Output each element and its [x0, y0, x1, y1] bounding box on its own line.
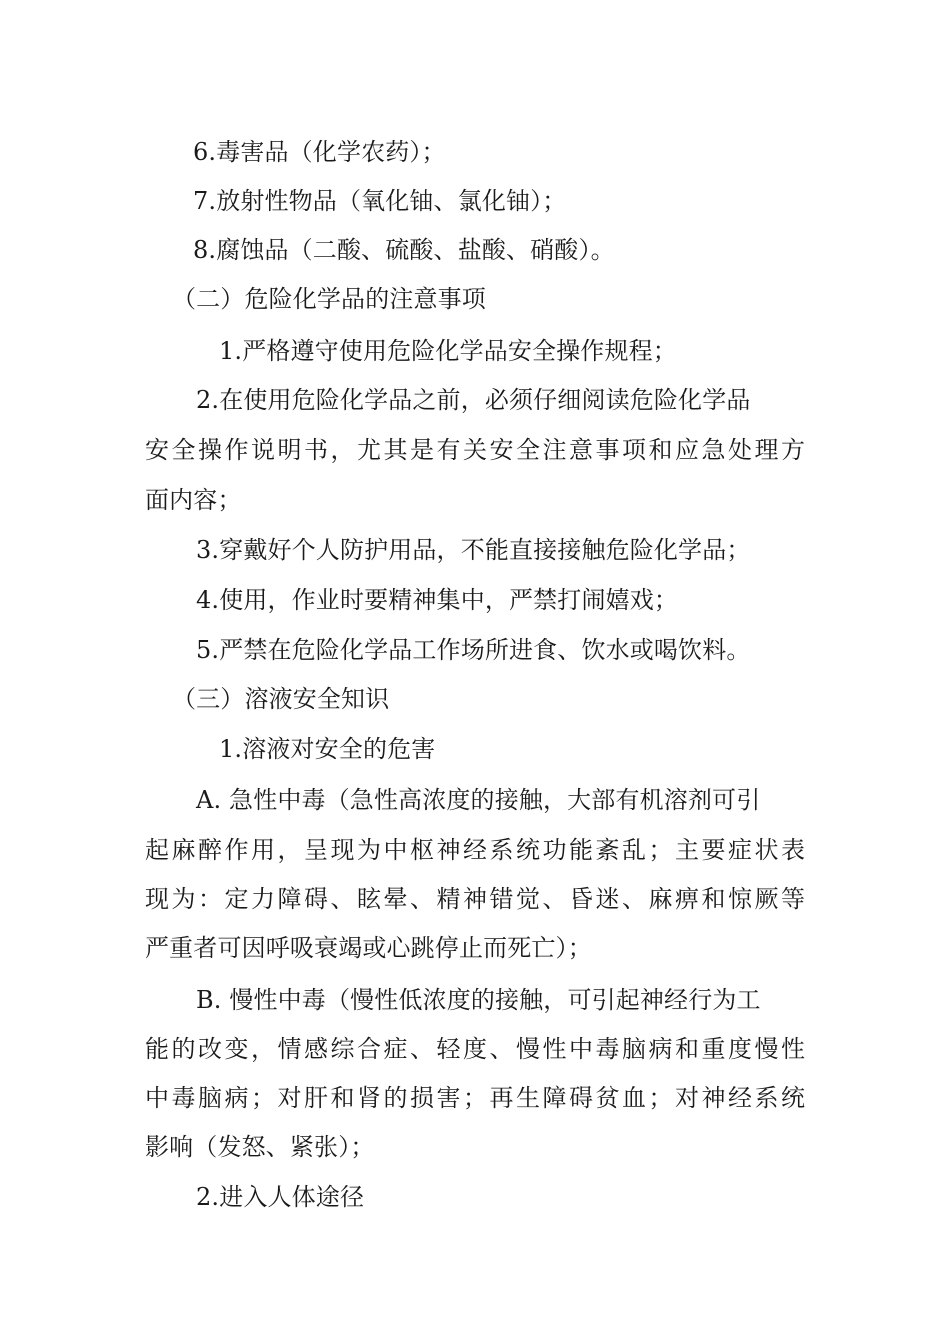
- paragraph-line: A. 急性中毒（急性高浓度的接触，大部有机溶剂可引: [196, 786, 761, 814]
- section-heading-solvents: （三）溶液安全知识: [172, 685, 390, 713]
- paragraph-line: 现为：定力障碍、眩晕、精神错觉、昏迷、麻痹和惊厥等: [145, 885, 805, 913]
- subheading-entry-routes: 2.进入人体途径: [196, 1183, 365, 1211]
- paragraph-line: 严重者可因呼吸衰竭或心跳停止而死亡）；: [145, 934, 592, 962]
- paragraph-line: 3.穿戴好个人防护用品，不能直接接触危险化学品；: [196, 536, 751, 564]
- paragraph-line: 2.在使用危险化学品之前，必须仔细阅读危险化学品: [196, 386, 751, 414]
- list-item-toxic: 6.毒害品（化学农药）；: [193, 138, 446, 166]
- section-heading-precautions: （二）危险化学品的注意事项: [172, 285, 486, 313]
- subheading-hazards: 1.溶液对安全的危害: [219, 735, 436, 763]
- paragraph-line: 起麻醉作用，呈现为中枢神经系统功能紊乱；主要症状表: [145, 836, 805, 864]
- paragraph-line: B. 慢性中毒（慢性低浓度的接触，可引起神经行为工: [196, 986, 761, 1014]
- list-item-corrosive: 8.腐蚀品（二酸、硫酸、盐酸、硝酸）。: [193, 236, 615, 264]
- paragraph-line: 1.严格遵守使用危险化学品安全操作规程；: [219, 337, 677, 365]
- list-item-radioactive: 7.放射性物品（氧化铀、氯化铀）；: [193, 187, 567, 215]
- paragraph-line: 面内容；: [145, 486, 242, 514]
- paragraph-line: 安全操作说明书，尤其是有关安全注意事项和应急处理方: [145, 436, 805, 464]
- paragraph-line: 5.严禁在危险化学品工作场所进食、饮水或喝饮料。: [196, 636, 751, 664]
- paragraph-line: 中毒脑病；对肝和肾的损害；再生障碍贫血；对神经系统: [145, 1084, 805, 1112]
- paragraph-line: 影响（发怒、紧张）；: [145, 1133, 375, 1161]
- paragraph-line: 能的改变，情感综合症、轻度、慢性中毒脑病和重度慢性: [145, 1035, 805, 1063]
- paragraph-line: 4.使用，作业时要精神集中，严禁打闹嬉戏；: [196, 586, 679, 614]
